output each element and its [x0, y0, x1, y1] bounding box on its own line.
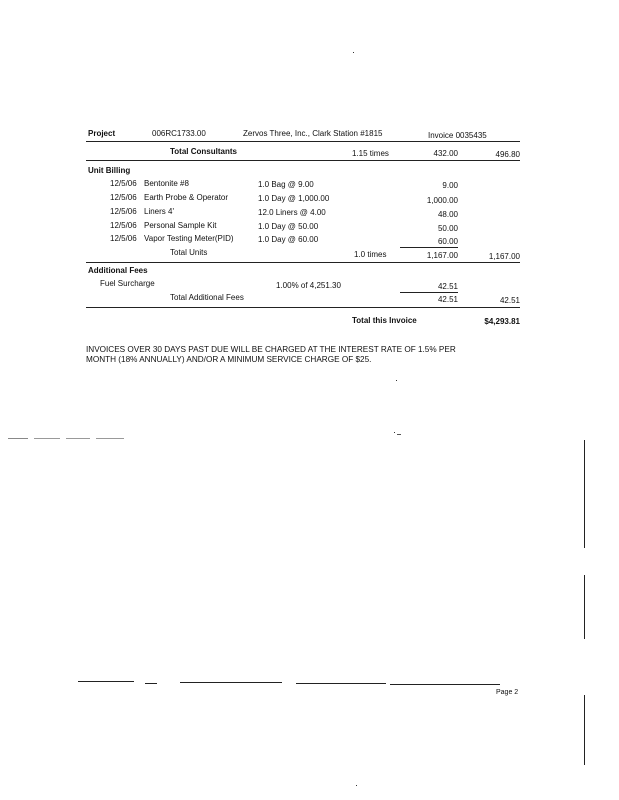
page-number: Page 2 [496, 689, 519, 696]
footer-rule [145, 683, 157, 684]
item-rate: 1.0 Day @ 1,000.00 [258, 194, 330, 203]
footer-rule [78, 681, 134, 682]
scan-dots [66, 438, 90, 439]
total-invoice-label: Total this Invoice [352, 316, 417, 325]
scan-edge-line [584, 575, 585, 639]
item-description: Personal Sample Kit [144, 221, 217, 230]
header-rule [86, 141, 520, 142]
fuel-surcharge-rate: 1.00% of 4,251.30 [276, 281, 341, 290]
total-consultants-quantity: 1.15 times [352, 149, 389, 158]
item-date: 12/5/06 [110, 221, 137, 230]
scan-dots [8, 438, 28, 439]
total-invoice-amount: $4,293.81 [484, 317, 520, 326]
fuel-surcharge-label: Fuel Surcharge [100, 279, 155, 288]
item-rate: 1.0 Bag @ 9.00 [258, 180, 314, 189]
item-date: 12/5/06 [110, 207, 137, 216]
invoice-number: Invoice 0035435 [428, 131, 487, 140]
total-units-quantity: 1.0 times [354, 250, 387, 259]
total-additional-fees-total: 42.51 [499, 296, 520, 305]
scan-speck [396, 380, 397, 381]
scan-speck [394, 432, 395, 433]
total-additional-fees-label: Total Additional Fees [170, 293, 244, 302]
item-date: 12/5/06 [110, 193, 137, 202]
fees-rule [86, 307, 520, 308]
total-units-label: Total Units [170, 248, 208, 257]
total-units-amount: 1,167.00 [426, 251, 458, 260]
total-additional-fees-amount: 42.51 [437, 295, 458, 304]
units-rule [86, 262, 520, 263]
consultants-rule [86, 160, 520, 161]
footer-rule [390, 684, 500, 685]
item-amount: 48.00 [437, 210, 458, 219]
scan-dots [96, 438, 124, 439]
client-name: Zervos Three, Inc., Clark Station #1815 [243, 129, 383, 138]
project-label: Project [88, 129, 116, 138]
item-description: Earth Probe & Operator [144, 193, 229, 202]
scan-speck [356, 785, 357, 786]
item-rate: 1.0 Day @ 50.00 [258, 222, 319, 231]
fuel-surcharge-amount: 42.51 [437, 282, 458, 291]
scan-dots [34, 438, 60, 439]
project-number: 006RC1733.00 [152, 129, 206, 138]
item-amount: 50.00 [437, 224, 458, 233]
additional-fees-heading: Additional Fees [88, 266, 148, 275]
total-consultants-label: Total Consultants [170, 147, 237, 156]
item-amount: 60.00 [437, 237, 458, 246]
footer-rule [296, 683, 386, 684]
item-amount: 1,000.00 [426, 196, 458, 205]
past-due-notice-line1: INVOICES OVER 30 DAYS PAST DUE WILL BE CHARGED AT THE INTEREST RATE OF 1.5% PER [86, 345, 456, 354]
total-consultants-amount: 432.00 [433, 149, 458, 158]
item-rate: 12.0 Liners @ 4.00 [258, 208, 326, 217]
fees-subtotal-rule [400, 292, 458, 293]
scan-edge-line [584, 695, 585, 765]
item-description: Liners 4' [144, 207, 174, 216]
item-description: Bentonite #8 [144, 179, 189, 188]
item-rate: 1.0 Day @ 60.00 [258, 235, 319, 244]
total-units-total: 1,167.00 [488, 252, 520, 261]
item-description: Vapor Testing Meter(PID) [144, 234, 234, 243]
past-due-notice-line2: MONTH (18% ANNUALLY) AND/OR A MINIMUM SERVICE CHARGE OF $25. [86, 355, 372, 364]
scan-speck [353, 52, 354, 53]
footer-rule [180, 682, 282, 683]
scan-edge-line [584, 440, 585, 548]
scan-speck [397, 434, 401, 435]
units-subtotal-rule [400, 247, 458, 248]
total-consultants-total: 496.80 [495, 150, 520, 159]
item-date: 12/5/06 [110, 179, 137, 188]
item-amount: 9.00 [442, 181, 458, 190]
item-date: 12/5/06 [110, 234, 137, 243]
unit-billing-heading: Unit Billing [88, 166, 131, 175]
